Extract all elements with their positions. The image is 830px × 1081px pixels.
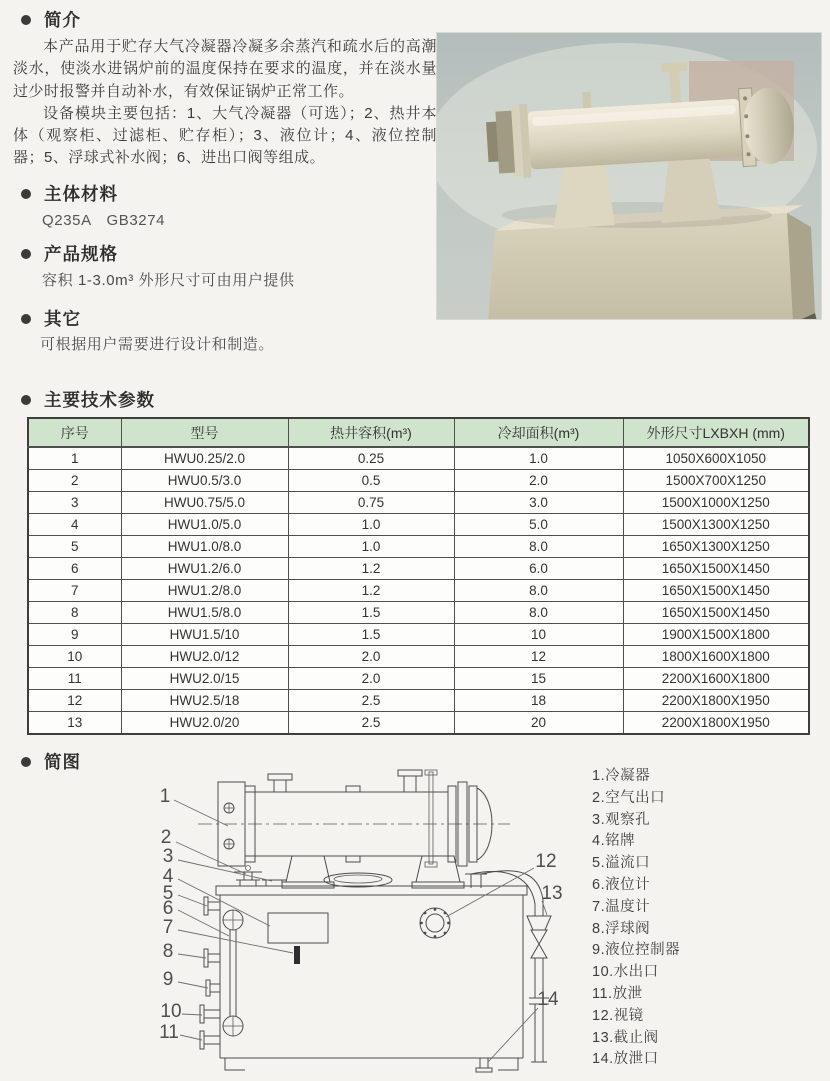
cell-size: 1650X1500X1450 — [623, 602, 809, 624]
cell-index: 11 — [28, 668, 121, 690]
table-row — [28, 712, 809, 735]
cell-index: 6 — [28, 558, 121, 580]
callout-7: 7 — [162, 917, 174, 938]
callout-12: 12 — [535, 851, 557, 872]
section-heading-diagram — [21, 749, 81, 774]
cell-area: 8.0 — [454, 580, 623, 602]
cell-model: HWU1.0/8.0 — [121, 536, 288, 558]
legend-item: 11.放泄 — [592, 985, 643, 1002]
table-row — [28, 447, 809, 470]
cell-area: 2.0 — [454, 470, 623, 492]
cell-index: 9 — [28, 624, 121, 646]
cell-area: 5.0 — [454, 514, 623, 536]
section-heading-other — [21, 306, 81, 331]
legend-item: 4.铭牌 — [592, 833, 636, 850]
callout-1: 1 — [159, 786, 171, 807]
cell-index: 8 — [28, 602, 121, 624]
cell-index: 4 — [28, 514, 121, 536]
other-text: 可根据用户需要进行设计和制造。 — [40, 336, 275, 353]
cell-model: HWU0.25/2.0 — [121, 447, 288, 470]
cell-index: 10 — [28, 646, 121, 668]
cell-volume: 1.0 — [288, 536, 454, 558]
table-row — [28, 536, 809, 558]
callout-13: 13 — [541, 883, 563, 904]
legend-item: 5.溢流口 — [592, 855, 651, 872]
heading-label: 简图 — [44, 752, 81, 772]
cell-model: HWU0.75/5.0 — [121, 492, 288, 514]
callout-2: 2 — [160, 827, 172, 848]
cell-model: HWU2.0/12 — [121, 646, 288, 668]
legend-item: 1.冷凝器 — [592, 768, 651, 784]
cell-size: 1050X600X1050 — [623, 447, 809, 470]
column-header-index: 序号 — [28, 418, 121, 447]
cell-size: 2200X1800X1950 — [623, 712, 809, 735]
intro-paragraph-1: 本产品用于贮存大气冷凝器冷凝多余蒸汽和疏水后的高潮淡水，使淡水进锅炉前的温度保持在要求的温度，并在淡水量过少时报警并自动补水，有效保证锅炉正常工作。 — [13, 38, 437, 100]
cell-index: 2 — [28, 470, 121, 492]
column-header-area: 冷却面积(m³) — [454, 418, 623, 447]
cell-model: HWU1.2/8.0 — [121, 580, 288, 602]
section-heading-materials — [21, 181, 118, 206]
cell-size: 1650X1500X1450 — [623, 580, 809, 602]
product-photo-art — [437, 33, 821, 319]
heading-label: 主体材料 — [44, 184, 118, 204]
callout-14: 14 — [537, 989, 559, 1010]
legend-item: 7.温度计 — [592, 898, 651, 915]
cell-index: 7 — [28, 580, 121, 602]
cell-size: 1500X700X1250 — [623, 470, 809, 492]
section-heading-specs — [21, 241, 118, 266]
legend-item: 2.空气出口 — [592, 789, 666, 806]
legend-item: 10.水出口 — [592, 964, 659, 981]
cell-area: 8.0 — [454, 536, 623, 558]
column-header-model: 型号 — [121, 418, 288, 447]
legend-item: 3.观察孔 — [592, 811, 651, 828]
section-heading-tech-params — [21, 387, 155, 412]
callout-8: 8 — [162, 941, 174, 962]
table-row — [28, 668, 809, 690]
cell-volume: 1.2 — [288, 580, 454, 602]
intro-text — [13, 36, 437, 170]
callout-9: 9 — [162, 969, 174, 990]
cell-size: 1500X1300X1250 — [623, 514, 809, 536]
cell-model: HWU1.2/6.0 — [121, 558, 288, 580]
cell-area: 3.0 — [454, 492, 623, 514]
column-header-volume: 热井容积(m³) — [288, 418, 454, 447]
materials-text: Q235A GB3274 — [42, 212, 166, 229]
callout-5: 5 — [162, 883, 174, 904]
callout-10: 10 — [160, 1001, 182, 1022]
cell-area: 1.0 — [454, 447, 623, 470]
cell-volume: 1.5 — [288, 624, 454, 646]
cell-volume: 1.2 — [288, 558, 454, 580]
cell-area: 20 — [454, 712, 623, 735]
heading-label: 产品规格 — [44, 244, 118, 264]
table-row — [28, 558, 809, 580]
bullet-icon — [21, 15, 31, 25]
legend-item: 8.浮球阀 — [592, 920, 651, 937]
cell-area: 10 — [454, 624, 623, 646]
product-photo — [437, 33, 821, 319]
cell-model: HWU1.5/8.0 — [121, 602, 288, 624]
bullet-icon — [21, 189, 31, 199]
callout-4: 4 — [162, 866, 174, 887]
heading-label: 简介 — [44, 10, 81, 30]
heading-label: 其它 — [44, 309, 81, 329]
cell-size: 1650X1500X1450 — [623, 558, 809, 580]
tech-params-table — [27, 417, 810, 735]
heading-label: 主要技术参数 — [44, 390, 155, 410]
bullet-icon — [21, 395, 31, 405]
cell-index: 12 — [28, 690, 121, 712]
table-body — [28, 447, 809, 734]
cell-volume: 0.75 — [288, 492, 454, 514]
cell-model: HWU2.5/18 — [121, 690, 288, 712]
cell-volume: 2.0 — [288, 646, 454, 668]
cell-model: HWU1.0/5.0 — [121, 514, 288, 536]
cell-volume: 0.5 — [288, 470, 454, 492]
legend-item: 9.液位控制器 — [592, 942, 681, 959]
callout-11: 11 — [159, 1022, 179, 1043]
section-heading-intro — [21, 7, 81, 32]
specs-text: 容积 1-3.0m³ 外形尺寸可由用户提供 — [42, 272, 295, 289]
legend-item: 14.放泄口 — [592, 1051, 659, 1068]
diagram-legend — [592, 766, 762, 1071]
cell-area: 12 — [454, 646, 623, 668]
cell-size: 1650X1300X1250 — [623, 536, 809, 558]
callout-3: 3 — [162, 846, 174, 867]
cell-size: 2200X1800X1950 — [623, 690, 809, 712]
cell-model: HWU2.0/20 — [121, 712, 288, 735]
callout-6: 6 — [162, 898, 174, 919]
table-row — [28, 646, 809, 668]
cell-volume: 2.5 — [288, 712, 454, 735]
cell-index: 3 — [28, 492, 121, 514]
cell-area: 18 — [454, 690, 623, 712]
cell-volume: 1.5 — [288, 602, 454, 624]
cell-volume: 2.5 — [288, 690, 454, 712]
table-row — [28, 470, 809, 492]
cell-size: 1500X1000X1250 — [623, 492, 809, 514]
intro-paragraph-2: 设备模块主要包括：1、大气冷凝器（可选）；2、热井本体（观察柜、过滤柜、贮存柜）；3、液位计；4、液位控制器；5、浮球式补水阀；6、进出口阀等组成。 — [13, 104, 437, 167]
bullet-icon — [21, 249, 31, 259]
cell-area: 8.0 — [454, 602, 623, 624]
cell-size: 1900X1500X1800 — [623, 624, 809, 646]
cell-index: 1 — [28, 447, 121, 470]
cell-model: HWU1.5/10 — [121, 624, 288, 646]
table-row — [28, 492, 809, 514]
table-row — [28, 690, 809, 712]
cell-area: 6.0 — [454, 558, 623, 580]
cell-area: 15 — [454, 668, 623, 690]
cell-model: HWU2.0/15 — [121, 668, 288, 690]
table-row — [28, 580, 809, 602]
table-row — [28, 624, 809, 646]
cell-size: 1800X1600X1800 — [623, 646, 809, 668]
column-header-size: 外形尺寸LXBXH (mm) — [623, 418, 809, 447]
table-header-row — [28, 418, 809, 447]
bullet-icon — [21, 314, 31, 324]
cell-volume: 1.0 — [288, 514, 454, 536]
cell-volume: 2.0 — [288, 668, 454, 690]
bullet-icon — [21, 757, 31, 767]
cell-index: 5 — [28, 536, 121, 558]
table-row — [28, 602, 809, 624]
legend-item: 12.视镜 — [592, 1007, 644, 1024]
cell-volume: 0.25 — [288, 447, 454, 470]
cell-size: 2200X1600X1800 — [623, 668, 809, 690]
legend-item: 13.截止阀 — [592, 1029, 659, 1046]
cell-index: 13 — [28, 712, 121, 735]
legend-item: 6.液位计 — [592, 876, 651, 893]
cell-model: HWU0.5/3.0 — [121, 470, 288, 492]
schematic-diagram — [128, 768, 602, 1081]
table-row — [28, 514, 809, 536]
